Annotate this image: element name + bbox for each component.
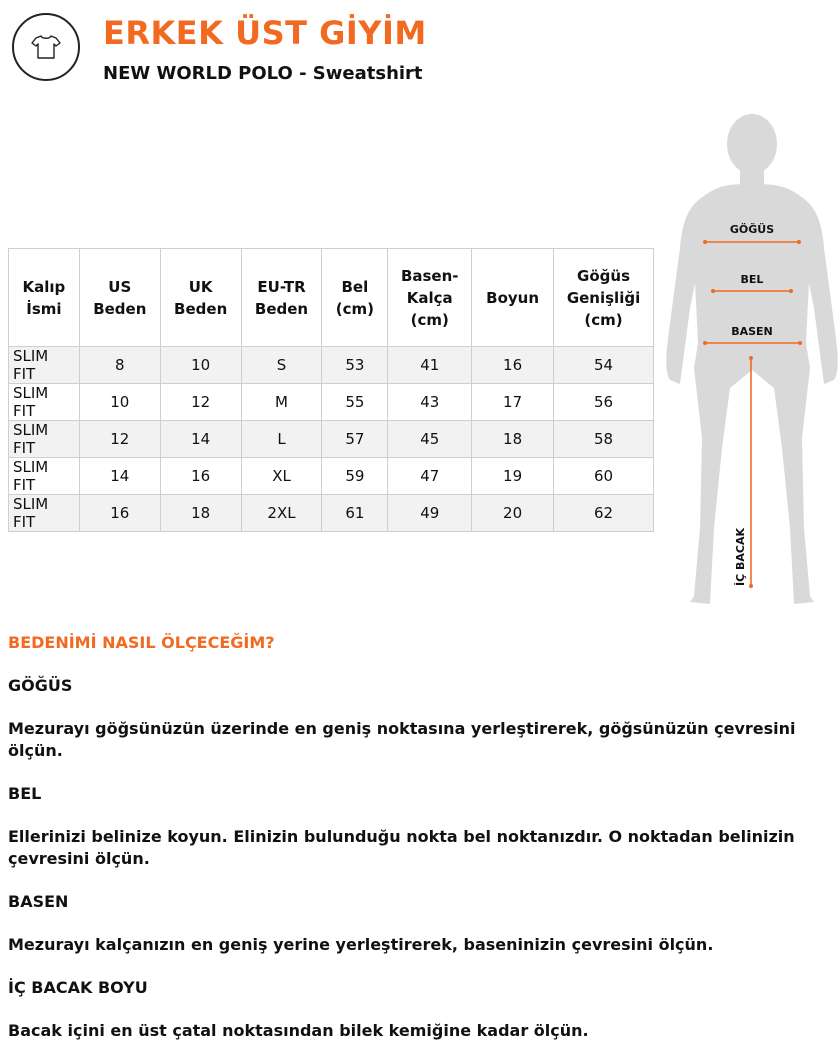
inseam-section-text: Bacak içini en üst çatal noktasından bilek kemiğine kadar ölçün. — [8, 1021, 589, 1040]
waist-measure-endpoint — [711, 289, 715, 293]
table-cell: 59 — [322, 458, 388, 495]
table-cell: SLIM FIT — [9, 384, 80, 421]
table-cell: 54 — [554, 347, 654, 384]
table-cell: 18 — [472, 421, 554, 458]
chest-measure-endpoint — [797, 240, 801, 244]
table-cell: 55 — [322, 384, 388, 421]
table-cell: 19 — [472, 458, 554, 495]
table-cell: SLIM FIT — [9, 347, 80, 384]
table-cell: 10 — [160, 347, 241, 384]
table-cell: 61 — [322, 495, 388, 532]
table-cell: 16 — [160, 458, 241, 495]
table-cell: 14 — [79, 458, 160, 495]
waist-measure-endpoint — [789, 289, 793, 293]
table-cell: 41 — [388, 347, 472, 384]
table-cell: 43 — [388, 384, 472, 421]
hip-section-title: BASEN — [8, 892, 69, 911]
table-cell: SLIM FIT — [9, 458, 80, 495]
table-cell: L — [241, 421, 322, 458]
column-header: Kalıp İsmi — [9, 249, 80, 347]
table-cell: 17 — [472, 384, 554, 421]
table-cell: 60 — [554, 458, 654, 495]
chest-section-title: GÖĞÜS — [8, 676, 73, 695]
column-header: UK Beden — [160, 249, 241, 347]
logo — [12, 13, 80, 81]
table-cell: 14 — [160, 421, 241, 458]
chest-section-text: Mezurayı göğsünüzün üzerinde en geniş noktasına yerleştirerek, göğsünüzün çevresini ölçün. — [8, 719, 796, 760]
table-cell: XL — [241, 458, 322, 495]
table-header-row — [9, 249, 654, 347]
inseam-section-title: İÇ BACAK BOYU — [8, 978, 148, 997]
table-cell: 10 — [79, 384, 160, 421]
table-cell: 12 — [79, 421, 160, 458]
table-row — [9, 495, 654, 532]
hip-label: BASEN — [731, 325, 773, 338]
table-cell: 47 — [388, 458, 472, 495]
column-header: US Beden — [79, 249, 160, 347]
size-table — [8, 248, 654, 532]
column-header: Boyun — [472, 249, 554, 347]
chest-measure-endpoint — [703, 240, 707, 244]
table-cell: 45 — [388, 421, 472, 458]
table-row — [9, 458, 654, 495]
table-cell: S — [241, 347, 322, 384]
table-row — [9, 347, 654, 384]
inseam-label: İÇ BACAK — [734, 527, 747, 586]
guide-heading: BEDENİMİ NASIL ÖLÇECEĞİM? — [8, 633, 275, 652]
table-row — [9, 421, 654, 458]
table-cell: 20 — [472, 495, 554, 532]
page-title: ERKEK ÜST GİYİM — [103, 14, 427, 52]
table-cell: 18 — [160, 495, 241, 532]
column-header: Bel (cm) — [322, 249, 388, 347]
product-subtitle: NEW WORLD POLO - Sweatshirt — [103, 63, 423, 84]
table-cell: 2XL — [241, 495, 322, 532]
column-header: Basen-Kalça (cm) — [388, 249, 472, 347]
table-cell: SLIM FIT — [9, 421, 80, 458]
table-row — [9, 384, 654, 421]
inseam-measure-endpoint — [749, 356, 753, 360]
table-cell: 16 — [472, 347, 554, 384]
table-cell: 12 — [160, 384, 241, 421]
table-cell: 56 — [554, 384, 654, 421]
hip-measure-endpoint — [798, 341, 802, 345]
column-header: Göğüs Genişliği (cm) — [554, 249, 654, 347]
hip-measure-endpoint — [703, 341, 707, 345]
table-cell: 49 — [388, 495, 472, 532]
table-cell: 8 — [79, 347, 160, 384]
table-cell: 16 — [79, 495, 160, 532]
hip-section-text: Mezurayı kalçanızın en geniş yerine yerleştirerek, baseninizin çevresini ölçün. — [8, 935, 714, 954]
waist-label: BEL — [740, 273, 764, 286]
body-measurement-figure — [664, 108, 840, 608]
inseam-measure-endpoint — [749, 584, 753, 588]
table-cell: 53 — [322, 347, 388, 384]
measuring-guide — [8, 632, 828, 1042]
table-cell: M — [241, 384, 322, 421]
waist-section-text: Ellerinizi belinize koyun. Elinizin bulunduğu nokta bel noktanızdır. O noktadan belinizin çevresini ölçün. — [8, 827, 795, 868]
table-cell: 62 — [554, 495, 654, 532]
column-header: EU-TR Beden — [241, 249, 322, 347]
chest-label: GÖĞÜS — [729, 223, 775, 236]
tshirt-icon — [31, 34, 61, 60]
table-cell: 58 — [554, 421, 654, 458]
table-cell: SLIM FIT — [9, 495, 80, 532]
waist-section-title: BEL — [8, 784, 42, 803]
table-cell: 57 — [322, 421, 388, 458]
